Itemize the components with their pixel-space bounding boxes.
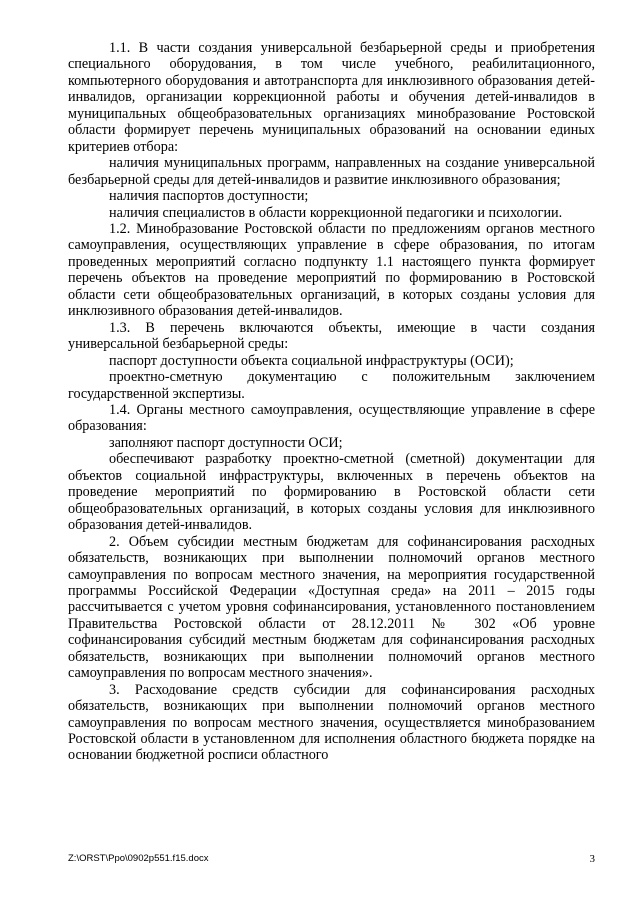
paragraph-1-1: 1.1. В части создания универсальной безбарьерной среды и приобретения специального оборудования, в том числе учебного, реабилитационного, компьютерного оборудования и автотранспорта для инклюзивного образования детей-инвалидов, организации коррекционной работы и обучения детей-инвалидов в муниципальных общеобразовательных организациях минобразование Ростовской области формирует перечень муниципальных образований на основании единых критериев отбора: [68,40,595,155]
paragraph-1-2: 1.2. Минобразование Ростовской области по предложениям органов местного самоуправления, осуществляющих управление в сфере образования, по итогам проведенных мероприятий согласно подпункту 1.1 настоящего пункта формирует перечень объектов на проведение мероприятий по формированию в Ростовской области сети общеобразовательных организаций, в которых созданы условия для инклюзивного образования детей-инвалидов. [68,220,595,320]
item-accessibility-passport: паспорт доступности объекта социальной инфраструктуры (ОСИ); [109,352,514,369]
paragraph-3: 3. Расходование средств субсидии для софинансирования расходных обязательств, возникающих при выполнении полномочий органов местного самоуправления по вопросам местного значения, осуществляется минобразованием Ростовской области в установленном для исполнения областного бюджета порядке на основании бюджетной росписи областного [68,681,595,764]
duty-provide-documentation: обеспечивают разработку проектно-сметной (сметной) документации для объектов социальной инфраструктуры, включенных в перечень объектов на проведение мероприятий по формированию в Ростовской области сети общеобразовательных организаций, в которых созданы условия для инклюзивного образования детей-инвалидов. [68,451,595,534]
criterion-specialists: наличия специалистов в области коррекционной педагогики и психологии. [109,204,563,221]
page-number: 3 [589,853,595,865]
file-path: Z:\ORST\Ppo\0902p551.f15.docx [68,853,209,864]
criterion-passports: наличия паспортов доступности; [109,188,309,205]
item-design-documentation: проектно-сметную документацию с положительным заключением государственной экспертизы. [68,369,595,402]
criterion-programs: наличия муниципальных программ, направленных на создание универсальной безбарьерной среды для детей-инвалидов и развитие инклюзивного образования; [68,155,595,188]
document-body [68,40,595,764]
duty-fill-passport: заполняют паспорт доступности ОСИ; [109,434,343,451]
paragraph-1-4: 1.4. Органы местного самоуправления, осуществляющие управление в сфере образования: [68,401,595,435]
paragraph-2: 2. Объем субсидии местным бюджетам для софинансирования расходных обязательств, возникающих при выполнении полномочий органов местного самоуправления по вопросам местного значения, на мероприятия государственной программы Российской Федерации «Доступная среда» на 2011 – 2015 годы рассчитывается с учетом уровня софинансирования, установленного постановлением Правительства Ростовской области от 28.12.2011 № 302 «Об уровне софинансирования субсидий местным бюджетам для софинансирования расходных обязательств, возникающих при выполнении полномочий органов местного самоуправления по вопросам местного значения». [68,533,595,682]
paragraph-1-3: 1.3. В перечень включаются объекты, имеющие в части создания универсальной безбарьерной среды: [68,319,595,353]
